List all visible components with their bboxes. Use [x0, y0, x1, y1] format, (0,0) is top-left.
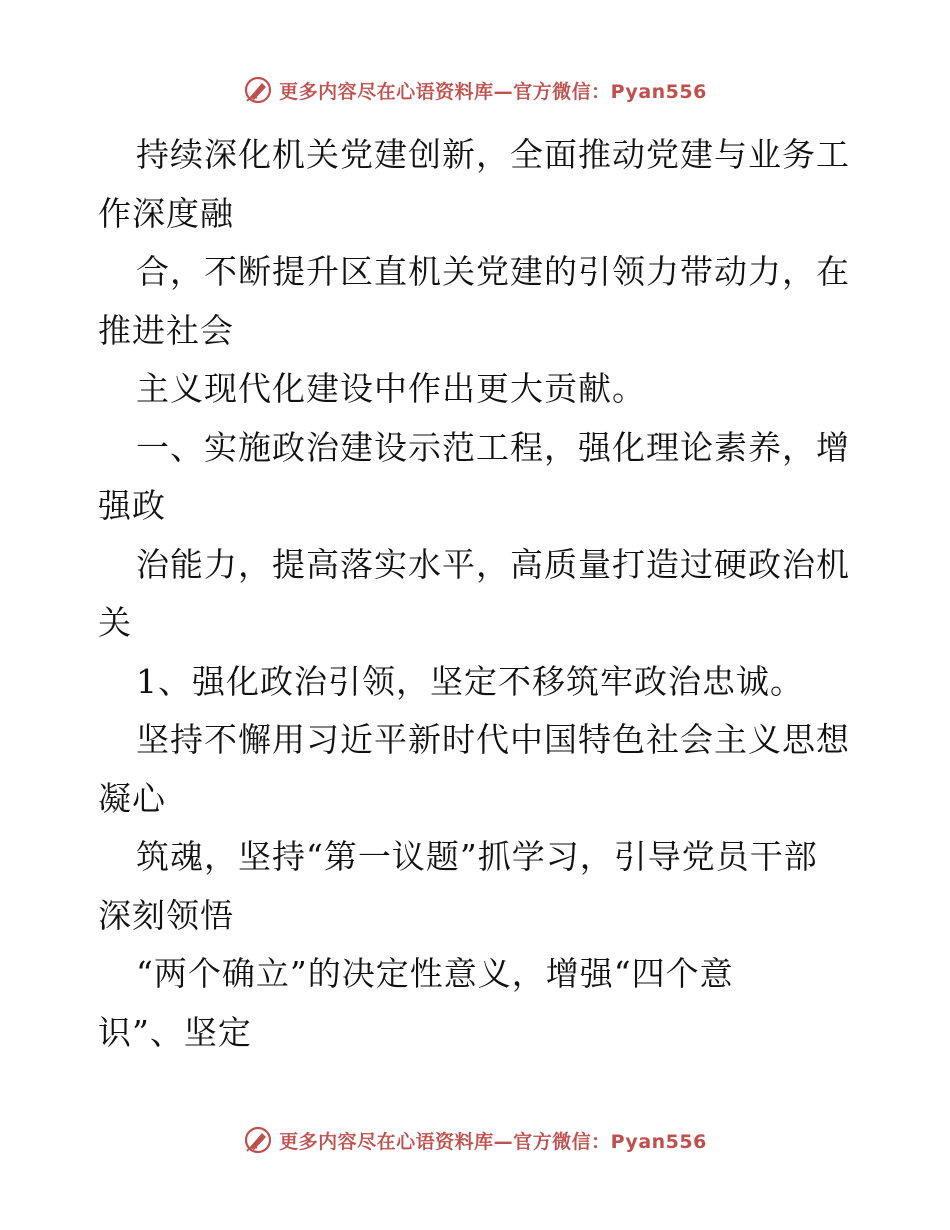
header-banner-text: 更多内容尽在心语资料库—官方微信：Pyan556: [279, 80, 707, 103]
text-line: 作深度融: [98, 193, 234, 233]
header-banner: [0, 70, 950, 110]
text-line: 主义现代化建设中作出更大贡献。: [136, 369, 646, 408]
text-line: 坚持不懈用习近平新时代中国特色社会主义思想: [136, 720, 850, 759]
text-line: 深刻领悟: [98, 895, 234, 935]
section-heading: 关: [98, 603, 132, 642]
text-line: 合，不断提升区直机关党建的引领力带动力，在: [136, 252, 850, 291]
text-line: 凝心: [98, 778, 166, 818]
text-line: 筑魂，坚持“第一议题”抓学习，引导党员干部: [136, 837, 818, 876]
footer-banner-text: 更多内容尽在心语资料库—官方微信：Pyan556: [279, 1130, 707, 1153]
footer-banner: [0, 1120, 950, 1160]
text-line: 识”、坚定: [98, 1012, 252, 1052]
pen-logo-icon: [243, 75, 273, 105]
section-heading: 一、实施政治建设示范工程，强化理论素养，增: [136, 427, 850, 467]
text-line: “两个确立”的决定性意义，增强“四个意: [136, 954, 734, 993]
section-heading: 治能力，提高落实水平，高质量打造过硬政治机: [136, 544, 850, 584]
document-body: [98, 126, 858, 1062]
text-line: 持续深化机关党建创新，全面推动党建与业务工: [136, 135, 850, 174]
subsection-heading: 1、强化政治引领，坚定不移筑牢政治忠诚。: [136, 661, 804, 701]
pen-logo-icon: [243, 1125, 273, 1155]
text-line: 推进社会: [98, 310, 234, 350]
section-heading: 强政: [98, 486, 166, 525]
